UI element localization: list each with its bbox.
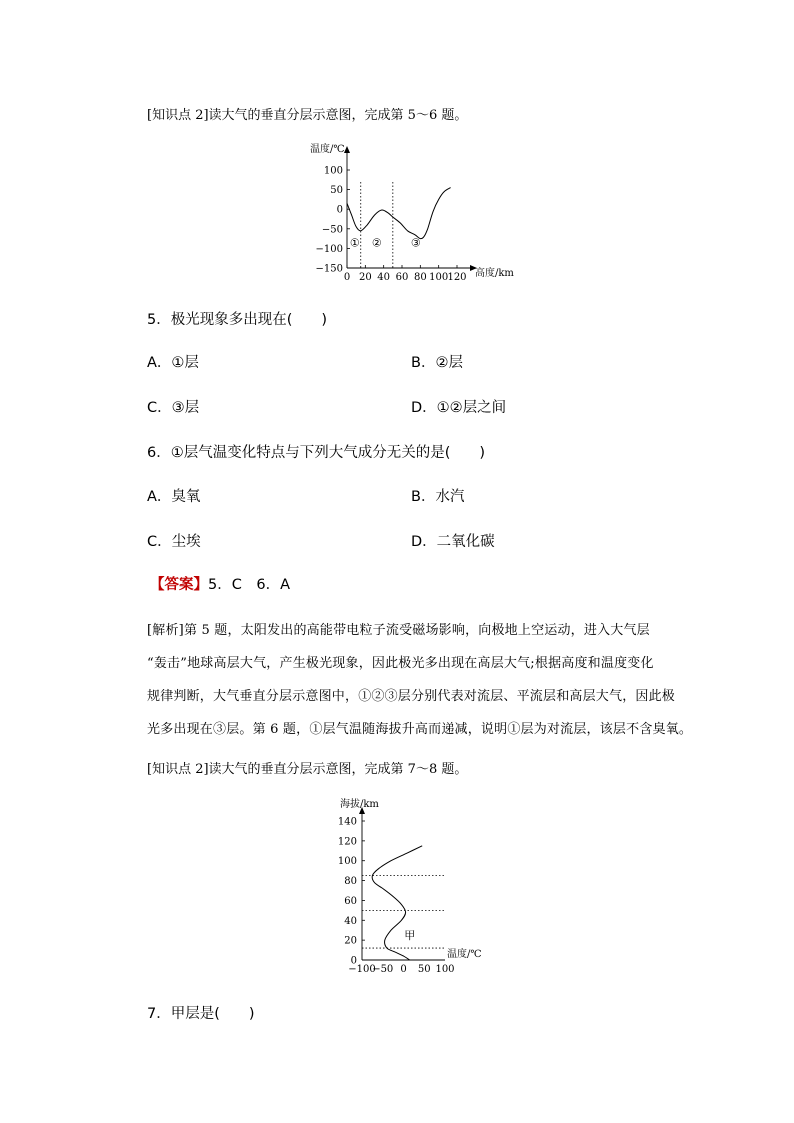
question-6-option-c[interactable]: C．尘埃 [147,534,201,550]
question-5-option-c[interactable]: C．③层 [147,400,200,416]
x-tick-label: 120 [447,272,467,283]
y-tick-label: 80 [344,876,357,888]
x-axis-label: 温度/℃ [447,949,482,960]
answer-tag: 【答案】 [150,577,208,593]
y-tick-label: −50 [321,224,343,236]
question-6-option-a[interactable]: A．臭氧 [147,489,201,505]
layer-label: ① [349,236,360,250]
x-tick-label: −50 [372,964,394,975]
y-tick-label: 100 [337,856,357,868]
y-tick-label: 50 [330,185,343,197]
y-axis-label: 温度/℃ [310,144,345,155]
analysis-line-1: [解析]第 5 题，太阳发出的高能带电粒子流受磁场影响，向极地上空运动，进入大气层 [147,623,650,638]
x-tick-label: 0 [400,964,407,975]
x-tick-label: 40 [377,272,391,283]
x-axis-label: 高度/km [475,268,514,279]
question-5-option-b[interactable]: B．②层 [411,355,463,371]
x-tick-label: 20 [358,272,372,283]
temperature-curve [372,846,422,960]
section2-intro: [知识点 2]读大气的垂直分层示意图，完成第 7～8 题。 [147,762,468,777]
x-tick-label: 100 [435,964,455,975]
question-5-stem: 5．极光现象多出现在( ) [147,312,328,328]
analysis-line-4: 光多出现在③层。第 6 题，①层气温随海拔升高而递减，说明①层为对流层，该层不含臭氧。 [147,722,693,737]
y-tick-label: 120 [337,836,357,848]
y-axis-arrow [344,146,350,153]
y-tick-label: −100 [315,243,343,255]
section1-intro: [知识点 2]读大气的垂直分层示意图，完成第 5～6 题。 [147,108,468,123]
answer-line [150,573,290,594]
answer-text: 5．C 6．A [208,577,290,593]
x-tick-label: 50 [417,964,431,975]
question-6-option-b[interactable]: B．水汽 [411,489,465,505]
question-7-stem: 7．甲层是( ) [147,1006,255,1022]
x-tick-label: 80 [413,272,427,283]
x-tick-label: 60 [395,272,409,283]
question-6-stem: 6．①层气温变化特点与下列大气成分无关的是( ) [147,445,486,461]
question-6-option-d[interactable]: D．二氧化碳 [411,534,495,550]
altitude-temperature-chart [320,795,500,975]
x-tick-label: 100 [429,272,449,283]
y-tick-label: 20 [344,935,357,947]
analysis-line-2: “轰击”地球高层大气，产生极光现象，因此极光多出现在高层大气;根据高度和温度变化 [147,656,654,671]
y-tick-label: 100 [323,165,343,177]
layer-label-jia: 甲 [404,929,416,943]
temperature-height-chart [300,140,530,285]
x-tick-label: 0 [343,272,351,283]
question-5-option-a[interactable]: A．①层 [147,355,199,371]
temperature-curve [347,188,451,239]
y-tick-label: 0 [336,204,343,216]
y-axis-label: 海拔/km [340,799,379,810]
y-tick-label: 60 [344,895,357,907]
y-tick-label: 140 [337,816,357,828]
x-tick-label: −100 [348,964,376,975]
layer-label: ③ [410,236,421,250]
y-tick-label: 0 [350,955,357,967]
y-tick-label: 40 [344,915,357,927]
y-tick-label: −150 [315,263,343,275]
layer-label: ② [371,236,382,250]
analysis-line-3: 规律判断，大气垂直分层示意图中，①②③层分别代表对流层、平流层和高层大气，因此极 [147,689,676,704]
question-5-option-d[interactable]: D．①②层之间 [411,400,507,416]
